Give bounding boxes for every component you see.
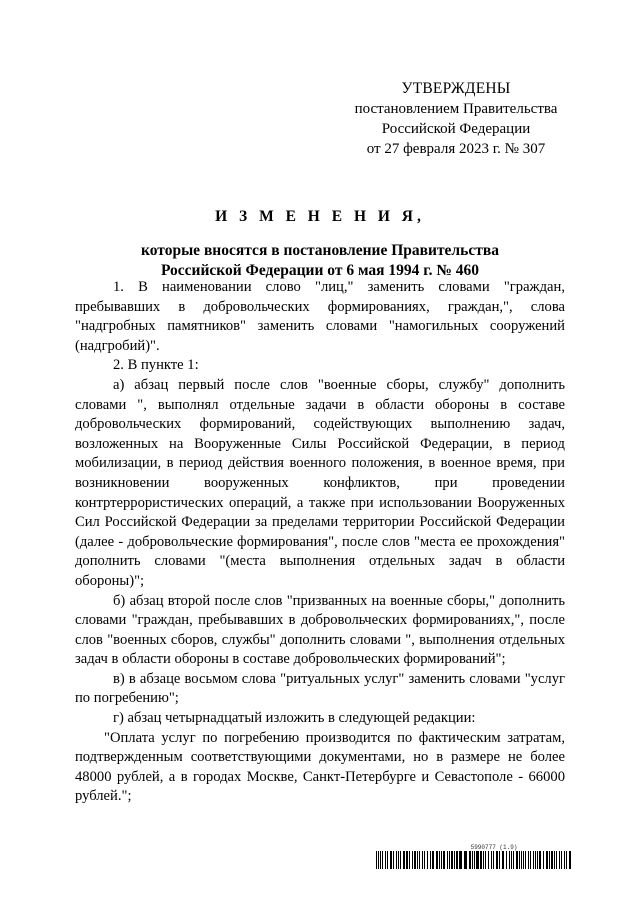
- document-body: [75, 278, 565, 807]
- barcode-bar: [513, 851, 514, 869]
- barcode-bar: [533, 851, 534, 869]
- barcode-bar: [480, 851, 482, 869]
- barcode-bar: [454, 851, 455, 869]
- barcode-bar: [403, 851, 405, 869]
- barcode-bar: [412, 851, 413, 869]
- barcode-bar: [485, 851, 486, 869]
- barcode-bar: [537, 851, 538, 869]
- barcode-bar: [436, 851, 438, 869]
- barcode-bar: [559, 851, 560, 869]
- approval-line-3: от 27 февраля 2023 г. № 307: [366, 141, 546, 157]
- barcode-bar: [566, 851, 567, 869]
- barcode-bar: [519, 851, 520, 869]
- barcode-bar: [443, 851, 445, 869]
- barcode-bar: [459, 851, 462, 869]
- document-heading: [0, 207, 640, 281]
- barcode-bar: [382, 851, 383, 869]
- barcode-bar: [554, 851, 555, 869]
- barcode-bar: [400, 851, 401, 869]
- barcode-bar: [464, 851, 467, 869]
- barcode-bar: [530, 851, 531, 869]
- barcode-bar: [378, 851, 379, 869]
- barcode-bar: [525, 851, 526, 869]
- barcode-bar: [493, 851, 494, 869]
- approval-title: УТВЕРЖДЕНЫ: [401, 80, 511, 97]
- barcode-bar: [387, 851, 388, 869]
- barcode-bar: [472, 851, 473, 869]
- paragraph-2v: в) в абзаце восьмом слова "ритуальных услуг" заменить словами "услуг по погребению";: [75, 670, 565, 707]
- barcode-bar: [523, 851, 524, 869]
- barcode-bar: [549, 851, 550, 869]
- barcode-bar: [396, 851, 397, 869]
- barcode-bar: [385, 851, 386, 869]
- barcode-bar: [409, 851, 410, 869]
- barcode-bar: [511, 851, 512, 869]
- barcode-bar: [451, 851, 453, 869]
- barcode-bar: [539, 851, 541, 869]
- barcode-bar: [496, 851, 498, 869]
- barcode-bar: [376, 851, 377, 869]
- barcode-bar: [432, 851, 434, 869]
- barcode-bar: [502, 851, 504, 869]
- barcode-bar: [417, 851, 418, 869]
- barcode-bar: [509, 851, 510, 869]
- barcode-bar: [427, 851, 428, 869]
- barcode-bar: [535, 851, 536, 869]
- barcode-bar: [499, 851, 500, 869]
- paragraph-2a: а) абзац первый после слов "военные сборы, службу" дополнить словами ", выполнял отдельные задачи в области обороны в составе добровольческих формирований, содействующих выполнению задач, возложенных на Вооруженные Силы Российской Федерации, в период мобилизации, в период действия военного положения, в военное время, при возникновении вооруженных конфликтов, при проведении контртеррористических операций, а также при использовании Вооруженных Сил Российской Федерации за пределами территории Российской Федерации (далее - добровольческие формирования", после слов "места ее прохождения" дополнить словами "(места выполнения отдельных задач в области обороны)";: [75, 376, 565, 589]
- barcode-bar: [390, 851, 392, 869]
- barcode-bar: [456, 851, 458, 869]
- barcode-bar: [488, 851, 489, 869]
- barcode-bar: [424, 851, 425, 869]
- barcode-bar: [564, 851, 565, 869]
- paragraph-1: 1. В наименовании слово "лиц," заменить словами "граждан, пребывавших в добровольческих формированиях, граждан,", слова "надгробных памятников" заменить словами "намогильных сооружений (надгробий)".: [75, 279, 565, 354]
- approval-stamp: [330, 79, 582, 159]
- barcode-bar: [516, 851, 518, 869]
- document-subtitle-line-2: Российской Федерации от 6 мая 1994 г. № 460: [160, 262, 480, 279]
- document-title: И З М Е Н Е Н И Я,: [215, 208, 425, 225]
- barcode-bar: [449, 851, 450, 869]
- barcode-bar: [398, 851, 399, 869]
- barcode-bar: [380, 851, 381, 869]
- barcode-bar: [551, 851, 553, 869]
- paragraph-2b: б) абзац второй после слов "призванных на военные сборы," дополнить словами "граждан, пребывавших в добровольческих формированиях,", после слов "военных сборов, службы" дополнить словами ", выполнения отдельных задач в области обороны в составе добровольческих формирований";: [75, 592, 565, 668]
- document-subtitle-line-1: которые вносятся в постановление Правительства: [141, 242, 499, 259]
- barcode-bar: [561, 851, 562, 869]
- barcode-bar: [469, 851, 471, 869]
- barcode-bar: [430, 851, 431, 869]
- barcode-bar: [546, 851, 548, 869]
- paragraph-quote: "Оплата услуг по погребению производится по фактическим затратам, подтвержденным соответствующими документами, но в размере не более 48000 рублей, а в городах Москве, Санкт-Петербурге и Севастополе - 66000 рублей.";: [75, 729, 565, 805]
- barcode-bar: [491, 851, 492, 869]
- barcode-bar: [543, 851, 544, 869]
- barcode-bar: [483, 851, 484, 869]
- barcode-bar: [521, 851, 522, 869]
- approval-line-1: постановлением Правительства: [354, 101, 558, 117]
- barcode-bar: [422, 851, 423, 869]
- barcode-bar: [556, 851, 557, 869]
- barcode-bar: [419, 851, 420, 869]
- barcode-number: 5990777 (1.9): [470, 844, 518, 851]
- barcode-bar: [506, 851, 507, 869]
- barcode-bar: [439, 851, 440, 869]
- barcode-bar: [441, 851, 442, 869]
- barcode-bar: [393, 851, 394, 869]
- barcode-bar: [414, 851, 416, 869]
- barcode-bar: [569, 851, 571, 869]
- barcode-image: [376, 851, 572, 869]
- barcode-bar: [476, 851, 479, 869]
- paragraph-2g: г) абзац четырнадцатый изложить в следующей редакции:: [113, 710, 476, 727]
- paragraph-2: 2. В пункте 1:: [113, 357, 199, 374]
- approval-line-2: Российской Федерации: [381, 121, 531, 137]
- barcode-bar: [406, 851, 408, 869]
- barcode-bar: [528, 851, 529, 869]
- barcode-bar: [447, 851, 448, 869]
- barcode-bar: [474, 851, 475, 869]
- barcode-block: [376, 844, 572, 869]
